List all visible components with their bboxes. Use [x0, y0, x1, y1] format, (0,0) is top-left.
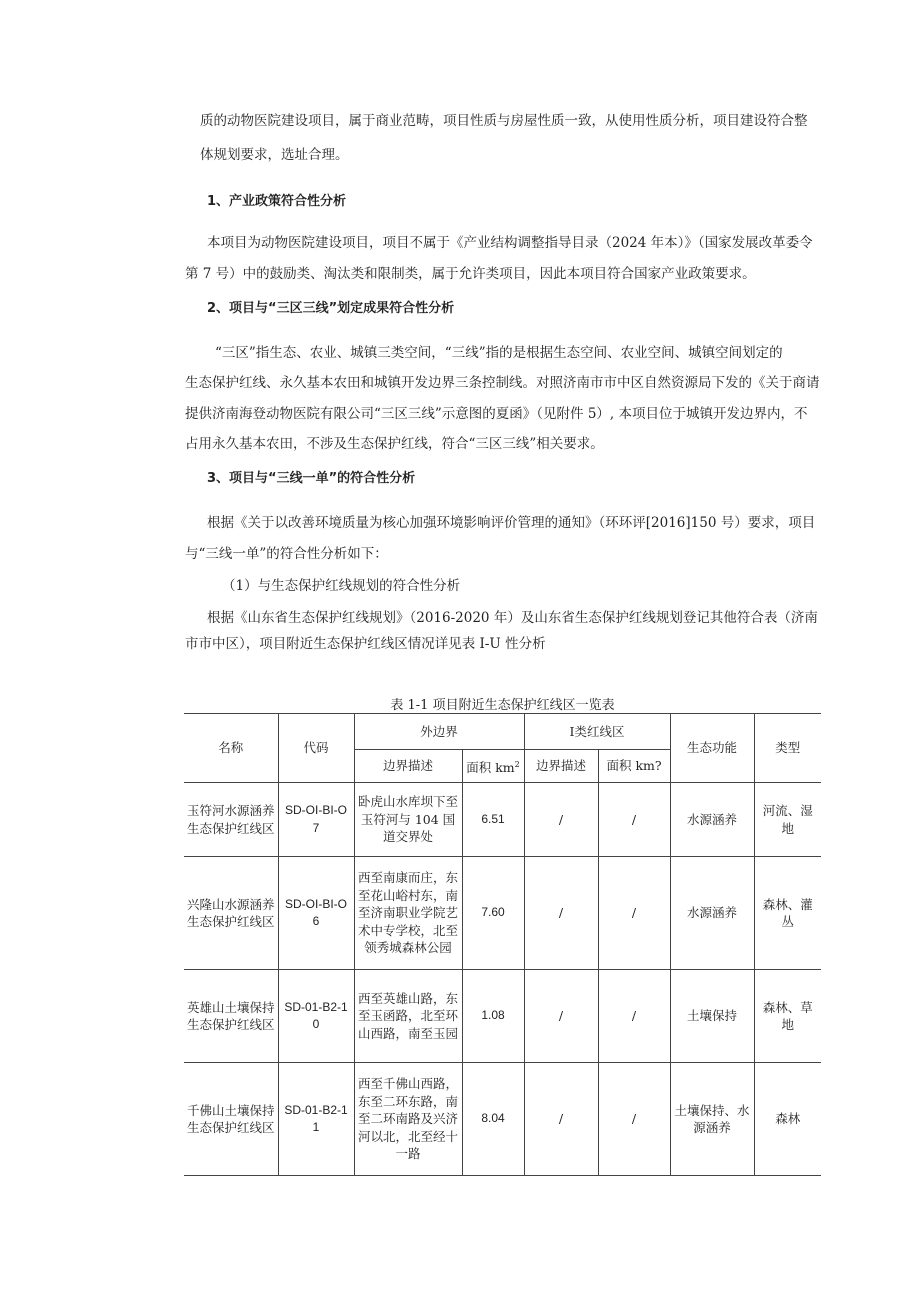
header-name: 名称 — [184, 714, 278, 783]
table-header-row — [184, 714, 821, 750]
cell-name: 玉符河水源涵养生态保护红线区 — [184, 783, 278, 857]
cell-red-area: / — [598, 783, 670, 857]
cell-function: 土壤保持 — [670, 970, 754, 1063]
cell-function: 水源涵养 — [670, 857, 754, 970]
cell-type: 森林、灌丛 — [754, 857, 821, 970]
cell-boundary: 西至南康而庄，东至花山峪村东，南至济南职业学院艺术中专学校，北至领秀城森林公园 — [354, 857, 462, 970]
header-area-2: 面积 km? — [598, 750, 670, 783]
header-area-sup: 2 — [514, 759, 520, 769]
paragraph-line: 质的动物医院建设项目，属于商业范畴，项目性质与房屋性质一致，从使用性质分析，项目建设符合整 — [200, 113, 808, 129]
paragraph-line: 与“三线一单”的符合性分析如下： — [185, 546, 388, 562]
paragraph-line: 市市中区），项目附近生态保护红线区情况详见表 I-U 性分析 — [185, 636, 546, 652]
header-code: 代码 — [278, 714, 354, 783]
table-row — [184, 783, 821, 857]
paragraph-line: 生态保护红线、永久基本农田和城镇开发边界三条控制线。对照济南市市中区自然资源局下发的《关于商请 — [185, 375, 820, 391]
cell-boundary: 西至千佛山西路，东至二环东路，南至二环南路及兴济河以北，北至经十一路 — [354, 1063, 462, 1176]
paragraph-line: 提供济南海登动物医院有限公司“三区三线”示意图的夏函》（见附件 5）, 本项目位于城镇开发边界内，不 — [185, 406, 808, 422]
redline-table — [184, 713, 821, 1176]
cell-red-boundary: / — [524, 857, 598, 970]
header-outer: 外边界 — [354, 714, 524, 750]
sub-heading: （1）与生态保护红线规划的符合性分析 — [222, 578, 461, 594]
paragraph-line: 占用永久基本农田，不涉及生态保护红线，符合“三区三线”相关要求。 — [185, 436, 604, 452]
paragraph-line: 体规划要求，选址合理。 — [200, 147, 349, 163]
cell-red-area: / — [598, 970, 670, 1063]
table-row — [184, 857, 821, 970]
cell-red-boundary: / — [524, 970, 598, 1063]
cell-code: SD-01-B2-1 0 — [278, 970, 354, 1063]
paragraph-line: 根据《关于以改善环境质量为核心加强环境影响评价管理的通知》（环环评[2016]150 号）要求，项目 — [207, 515, 816, 531]
cell-boundary: 西至英雄山路，东至玉函路，北至环山西路，南至玉园 — [354, 970, 462, 1063]
cell-red-boundary: / — [524, 1063, 598, 1176]
section-heading-2: 2、项目与“三区三线”划定成果符合性分析 — [207, 301, 455, 316]
header-area-text: 面积 km — [466, 759, 515, 775]
cell-type: 河流、湿地 — [754, 783, 821, 857]
table-caption: 表 1-1 项目附近生态保护红线区一览表 — [390, 698, 615, 713]
cell-name: 兴隆山水源涵养生态保护红线区 — [184, 857, 278, 970]
table-row — [184, 970, 821, 1063]
paragraph-line: 第 7 号）中的鼓励类、淘汰类和限制类，属于允许类项目，因此本项目符合国家产业政策要求。 — [185, 266, 756, 282]
table-row — [184, 1063, 821, 1176]
cell-red-area: / — [598, 857, 670, 970]
cell-area: 8.04 — [462, 1063, 524, 1176]
cell-boundary: 卧虎山水库坝下至玉符河与 104 国道交界处 — [354, 783, 462, 857]
header-area — [462, 750, 524, 783]
cell-red-boundary: / — [524, 783, 598, 857]
header-boundary-desc-2: 边界描述 — [524, 750, 598, 783]
cell-red-area: / — [598, 1063, 670, 1176]
cell-type: 森林 — [754, 1063, 821, 1176]
paragraph-line: 本项目为动物医院建设项目，项目不属于《产业结构调整指导目录（2024 年本）》（国家发展改革委令 — [207, 235, 813, 251]
cell-name: 英雄山土壤保持生态保护红线区 — [184, 970, 278, 1063]
cell-area: 6.51 — [462, 783, 524, 857]
header-function: 生态功能 — [670, 714, 754, 783]
cell-function: 水源涵养 — [670, 783, 754, 857]
cell-area: 1.08 — [462, 970, 524, 1063]
section-heading-1: 1、产业政策符合性分析 — [207, 194, 347, 209]
cell-name: 千佛山土壤保持生态保护红线区 — [184, 1063, 278, 1176]
section-heading-3: 3、项目与“三线一单”的符合性分析 — [207, 471, 416, 486]
cell-function: 土壤保持、水源涵养 — [670, 1063, 754, 1176]
paragraph-line: “三区”指生态、农业、城镇三类空间，“三线”指的是根据生态空间、农业空间、城镇空间划定的 — [215, 345, 783, 361]
cell-area: 7.60 — [462, 857, 524, 970]
cell-type: 森林、草地 — [754, 970, 821, 1063]
header-boundary-desc: 边界描述 — [354, 750, 462, 783]
paragraph-line: 根据《山东省生态保护红线规划》（2016-2020 年）及山东省生态保护红线规划登记其他符合表（济南 — [207, 610, 818, 626]
header-type: 类型 — [754, 714, 821, 783]
header-redline: Ⅰ类红线区 — [524, 714, 670, 750]
cell-code: SD-01-B2-1 1 — [278, 1063, 354, 1176]
cell-code: SD-OI-BI-O 7 — [278, 783, 354, 857]
cell-code: SD-OI-BI-O 6 — [278, 857, 354, 970]
